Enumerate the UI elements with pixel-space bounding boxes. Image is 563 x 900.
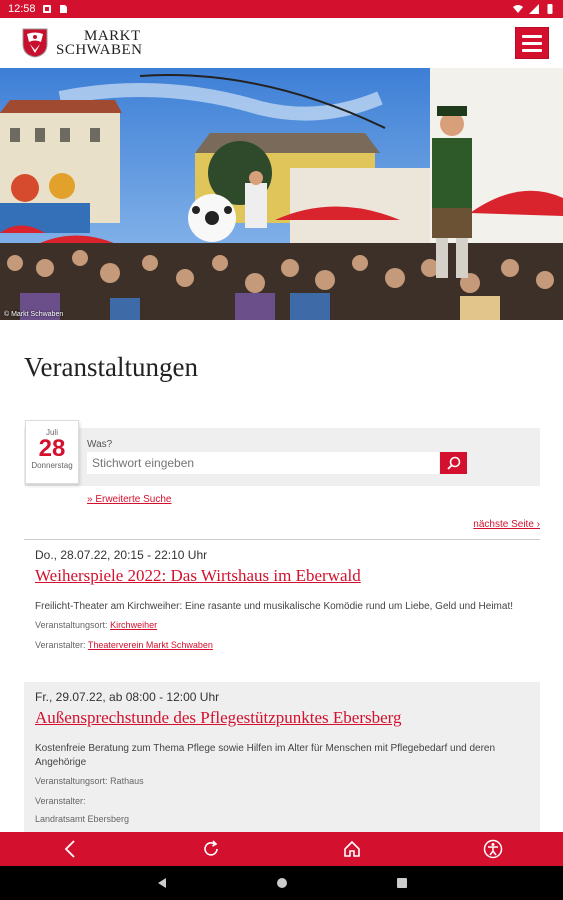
logo-line-2: SCHWABEN — [56, 42, 143, 58]
reload-icon — [202, 840, 220, 858]
wifi-icon — [513, 4, 523, 14]
coat-of-arms-icon[interactable] — [22, 28, 48, 58]
advanced-search-link[interactable]: » Erweiterte Suche — [87, 494, 172, 505]
search-label: Was? — [87, 439, 113, 450]
reload-button[interactable] — [191, 834, 231, 864]
hamburger-icon-bar — [522, 49, 542, 52]
app-bottom-nav — [0, 832, 563, 866]
event-venue-label: Veranstaltungsort: — [35, 776, 108, 786]
event-organizer-link[interactable]: Theaterverein Markt Schwaben — [87, 640, 213, 650]
event-date: Do., 28.07.22, 20:15 - 22:10 Uhr — [35, 548, 208, 562]
event-item — [24, 682, 540, 832]
event-item — [24, 540, 540, 682]
system-recents-button[interactable] — [392, 873, 412, 893]
home-icon — [343, 840, 361, 858]
battery-icon — [545, 4, 555, 14]
event-venue-link[interactable]: Kirchweiher — [110, 620, 158, 630]
sim-icon — [58, 4, 68, 14]
event-venue — [35, 776, 529, 786]
hamburger-icon-bar — [522, 42, 542, 45]
back-button[interactable] — [50, 834, 90, 864]
event-date: Fr., 29.07.22, ab 08:00 - 12:00 Uhr — [35, 690, 220, 704]
triangle-back-icon — [156, 877, 168, 889]
event-organizer — [35, 640, 529, 650]
event-venue-value: Rathaus — [110, 776, 144, 786]
system-nav-bar — [0, 866, 563, 900]
event-organizer-value: Landratsamt Ebersberg — [35, 814, 130, 824]
logo-line-1: MARKT — [84, 28, 141, 44]
square-recents-icon — [396, 877, 408, 889]
signal-icon — [529, 4, 539, 14]
date-weekday: Donnerstag — [31, 461, 73, 470]
logo-wordmark[interactable] — [56, 29, 143, 57]
home-button[interactable] — [332, 834, 372, 864]
event-organizer-label: Veranstalter: — [35, 640, 86, 650]
accessibility-button[interactable] — [473, 834, 513, 864]
search-icon — [447, 456, 461, 470]
hero-illustration — [0, 68, 563, 320]
hero-credit: © Markt Schwaben — [4, 311, 64, 318]
status-time: 12:58 — [8, 3, 36, 15]
notification-icon — [42, 4, 52, 14]
event-venue-label: Veranstaltungsort: — [35, 620, 108, 630]
site-header — [0, 18, 563, 68]
event-description: Kostenfreie Beratung zum Thema Pflege sowie Hilfen im Alter für Menschen mit Pflegebedarf und deren Angehörige — [35, 743, 496, 768]
event-venue — [35, 620, 529, 630]
event-organizer-label: Veranstalter: — [35, 796, 86, 806]
system-back-button[interactable] — [152, 873, 172, 893]
chevron-left-icon — [64, 840, 76, 858]
status-bar — [0, 0, 563, 18]
next-page-link[interactable]: nächste Seite › — [473, 519, 540, 530]
date-month: Juli — [45, 428, 58, 437]
event-title-link[interactable]: Weiherspiele 2022: Das Wirtshaus im Eberwald — [35, 566, 361, 585]
hero-image — [0, 68, 563, 320]
event-description: Freilicht-Theater am Kirchweiher: Eine rasante und musikalische Komödie rund um Liebe, Geld und Heimat! — [35, 601, 514, 612]
menu-button[interactable] — [515, 27, 549, 59]
page-title: Veranstaltungen — [24, 352, 198, 382]
event-title-link[interactable]: Außensprechstunde des Pflegestützpunktes Ebersberg — [35, 708, 402, 727]
date-card[interactable] — [25, 420, 79, 484]
search-input[interactable] — [87, 452, 439, 474]
date-day: 28 — [38, 435, 66, 462]
hamburger-icon — [522, 35, 542, 38]
accessibility-icon — [483, 839, 503, 859]
system-home-button[interactable] — [272, 873, 292, 893]
circle-home-icon — [276, 877, 288, 889]
search-button[interactable] — [440, 452, 467, 474]
